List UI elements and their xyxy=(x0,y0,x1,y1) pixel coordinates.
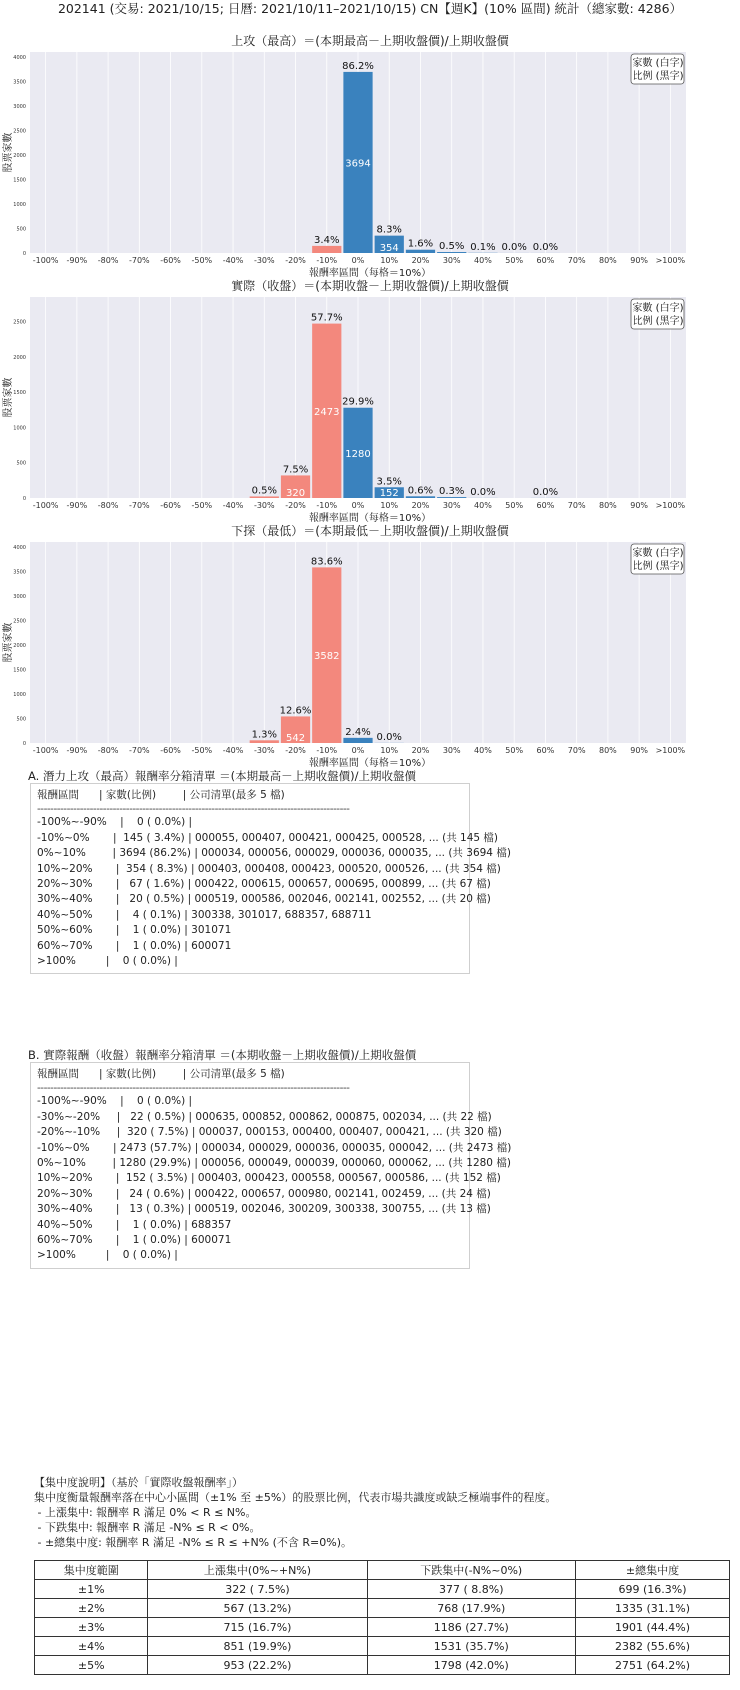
bar-percent-label: 83.6% xyxy=(310,556,343,568)
list-line: 20%~30% | 24 ( 0.6%) | 000422, 000657, 000980, 002141, 002459, ... (共 24 檔) xyxy=(37,1187,491,1200)
bar-percent-label: 0.0% xyxy=(470,486,496,498)
list-line: 30%~40% | 20 ( 0.5%) | 000519, 000586, 002046, 002141, 002552, ... (共 20 檔) xyxy=(37,893,491,906)
list-line: 50%~60% | 1 ( 0.0%) | 301071 xyxy=(37,924,232,937)
y-tick-label: 0 xyxy=(22,496,26,502)
section-b-title: B. 實際報酬（收盤）報酬率分箱清單 ＝(本期收盤－上期收盤價)/上期收盤價 xyxy=(28,1048,417,1062)
concentration-notes xyxy=(34,1475,556,1550)
bar-percent-label: 0.0% xyxy=(376,731,402,743)
bar-percent-label: 0.6% xyxy=(407,485,434,497)
x-tick-label: -10% xyxy=(316,501,338,510)
table-cell: 322 ( 7.5%) xyxy=(148,1580,367,1599)
y-tick-label: 2000 xyxy=(13,354,26,361)
x-tick-label: 50% xyxy=(505,746,524,755)
x-tick-label: 30% xyxy=(442,256,461,265)
y-tick-label: 1500 xyxy=(13,390,26,397)
x-tick-label: 90% xyxy=(630,256,649,265)
table-cell: 1531 (35.7%) xyxy=(367,1637,575,1656)
x-tick-label: -40% xyxy=(222,501,244,510)
list-line: >100% | 0 ( 0.0%) | xyxy=(37,955,178,968)
y-tick-label: 3500 xyxy=(13,569,26,576)
x-tick-label: -70% xyxy=(128,501,150,510)
x-tick-label: -50% xyxy=(191,501,213,510)
table-cell: ±3% xyxy=(35,1618,148,1637)
list-line: 0%~10% | 3694 (86.2%) | 000034, 000056, 000029, 000036, 000035, ... (共 3694 檔) xyxy=(37,847,511,860)
bar-percent-label: 0.1% xyxy=(470,241,496,253)
x-tick-label: 60% xyxy=(536,256,555,265)
bar-percent-label: 3.4% xyxy=(314,234,340,246)
list-line: 40%~50% | 1 ( 0.0%) | 688357 xyxy=(37,1218,232,1231)
y-tick-label: 2000 xyxy=(13,152,26,159)
x-tick-label: -100% xyxy=(32,501,59,510)
section-b-list xyxy=(30,1062,512,1269)
table-cell: 567 (13.2%) xyxy=(148,1599,367,1618)
x-tick-label: -60% xyxy=(160,256,181,265)
bar-percent-label: 0.5% xyxy=(251,485,277,497)
bar-count-label: 320 xyxy=(285,488,306,499)
table-cell: 1186 (27.7%) xyxy=(367,1618,575,1637)
table-cell: ±2% xyxy=(35,1599,148,1618)
x-tick-label: -40% xyxy=(222,256,244,265)
bar-20% xyxy=(406,250,435,253)
x-tick-label: -30% xyxy=(253,501,275,510)
table-cell: 699 (16.3%) xyxy=(575,1580,729,1599)
y-tick-label: 2500 xyxy=(13,128,26,135)
list-line: 30%~40% | 13 ( 0.3%) | 000519, 002046, 300209, 300338, 300755, ... (共 13 檔) xyxy=(37,1203,491,1216)
x-tick-label: -50% xyxy=(191,256,213,265)
x-tick-label: -90% xyxy=(66,256,88,265)
list-line: -100%~-90% | 0 ( 0.0%) | xyxy=(37,1095,193,1108)
column-header: 上漲集中(0%~+N%) xyxy=(148,1561,367,1580)
y-axis-label: 股票家數 xyxy=(3,132,14,173)
list-line: 60%~70% | 1 ( 0.0%) | 600071 xyxy=(37,939,232,952)
x-tick-label: -80% xyxy=(97,746,119,755)
y-tick-label: 1000 xyxy=(13,691,26,698)
chart-title: 上攻（最高）＝(本期最高－上期收盤價)/上期收盤價 xyxy=(231,34,509,48)
bar-0% xyxy=(343,738,372,743)
table-cell: 851 (19.9%) xyxy=(148,1637,367,1656)
section-a-title: A. 潛力上攻（最高）報酬率分箱清單 ＝(本期最高－上期收盤價)/上期收盤價 xyxy=(28,769,416,783)
bar--30% xyxy=(250,496,279,498)
legend-entry: 家數 (白字) xyxy=(632,303,684,314)
bar--10% xyxy=(312,246,341,253)
bar-percent-label: 57.7% xyxy=(310,312,343,324)
legend-entry: 家數 (白字) xyxy=(632,58,684,69)
list-line: 10%~20% | 354 ( 8.3%) | 000403, 000408, 000423, 000520, 000526, ... (共 354 檔) xyxy=(37,862,501,875)
list-line: 40%~50% | 4 ( 0.1%) | 300338, 301017, 688357, 688711 xyxy=(37,908,372,921)
bar--30% xyxy=(250,740,279,743)
bar-count-label: 1280 xyxy=(345,448,371,460)
x-tick-label: 10% xyxy=(380,256,399,265)
table-row xyxy=(35,1656,730,1675)
x-axis-label: 報酬率區間（每格＝10%） xyxy=(308,758,432,769)
table-cell: 1901 (44.4%) xyxy=(575,1618,729,1637)
table-cell: 1335 (31.1%) xyxy=(575,1599,729,1618)
x-tick-label: 20% xyxy=(411,501,430,510)
x-tick-label: -20% xyxy=(285,501,306,510)
y-tick-label: 1500 xyxy=(13,667,26,674)
y-tick-label: 2500 xyxy=(13,618,26,625)
legend xyxy=(631,54,684,84)
table-cell: 768 (17.9%) xyxy=(367,1599,575,1618)
x-tick-label: 40% xyxy=(474,746,492,755)
x-tick-label: -70% xyxy=(128,746,150,755)
chart-actual-close xyxy=(0,277,740,522)
chart-title: 下探（最低）＝(本期最低－上期收盤價)/上期收盤價 xyxy=(231,524,509,538)
table-cell: 2751 (64.2%) xyxy=(575,1656,729,1675)
x-tick-label: 70% xyxy=(567,746,586,755)
table-cell: 1798 (42.0%) xyxy=(367,1656,575,1675)
bar-percent-label: 8.3% xyxy=(376,224,402,236)
chart-title: 實際（收盤）＝(本期收盤－上期收盤價)/上期收盤價 xyxy=(231,279,509,293)
y-tick-label: 1500 xyxy=(13,177,26,184)
list-line: 60%~70% | 1 ( 0.0%) | 600071 xyxy=(37,1234,232,1247)
bar-count-label: 542 xyxy=(285,733,306,744)
y-tick-label: 2000 xyxy=(13,642,26,649)
x-tick-label: 60% xyxy=(536,501,555,510)
x-tick-label: 20% xyxy=(411,256,430,265)
list-line: 0%~10% | 1280 (29.9%) | 000056, 000049, 000039, 000060, 000062, ... (共 1280 檔) xyxy=(37,1157,511,1170)
legend xyxy=(631,544,684,574)
x-tick-label: >100% xyxy=(655,746,686,755)
note-line: - ±總集中度: 報酬率 R 滿足 -N% ≤ R ≤ +N% (不含 R=0%)。 xyxy=(34,1536,353,1549)
x-tick-label: 10% xyxy=(380,746,399,755)
y-tick-label: 500 xyxy=(16,716,26,723)
note-line: - 下跌集中: 報酬率 R 滿足 -N% ≤ R < 0%。 xyxy=(34,1521,261,1534)
table-cell: 715 (16.7%) xyxy=(148,1618,367,1637)
bar-count-label: 2473 xyxy=(314,406,340,418)
bar-percent-label: 2.4% xyxy=(345,726,371,738)
y-tick-label: 2500 xyxy=(13,319,26,326)
section-a-list xyxy=(30,783,511,974)
bar-percent-label: 0.0% xyxy=(532,241,559,253)
x-tick-label: -90% xyxy=(66,501,88,510)
y-axis-label: 股票家數 xyxy=(3,622,14,663)
x-tick-label: -40% xyxy=(222,746,244,755)
list-line: -100%~-90% | 0 ( 0.0%) | xyxy=(37,816,193,829)
y-tick-label: 3000 xyxy=(13,593,26,600)
bar-percent-label: 12.6% xyxy=(279,705,312,717)
x-axis-label: 報酬率區間（每格＝10%） xyxy=(308,513,432,524)
bar-percent-label: 3.5% xyxy=(376,476,402,488)
x-tick-label: -80% xyxy=(97,501,119,510)
x-tick-label: 30% xyxy=(442,746,461,755)
bar-30% xyxy=(437,252,466,253)
list-line: -10%~0% | 2473 (57.7%) | 000034, 000029, 000036, 000035, 000042, ... (共 2473 檔) xyxy=(37,1141,512,1154)
y-tick-label: 0 xyxy=(22,741,26,747)
y-tick-label: 4000 xyxy=(13,54,26,61)
x-tick-label: -100% xyxy=(32,256,59,265)
list-line: 報酬區間 | 家數(比例) | 公司清單(最多 5 檔) xyxy=(37,1068,285,1080)
x-tick-label: -30% xyxy=(253,746,275,755)
bar-percent-label: 0.0% xyxy=(501,241,527,253)
bar-percent-label: 29.9% xyxy=(342,396,374,408)
x-tick-label: 40% xyxy=(474,256,492,265)
bar-percent-label: 0.5% xyxy=(439,241,465,253)
column-header: 集中度範圍 xyxy=(35,1561,148,1580)
list-line: -10%~0% | 145 ( 3.4%) | 000055, 000407, 000421, 000425, 000528, ... (共 145 檔) xyxy=(37,831,499,844)
bar-20% xyxy=(406,496,435,498)
bar-percent-label: 7.5% xyxy=(282,464,309,476)
table-row xyxy=(35,1637,730,1656)
bar-percent-label: 0.3% xyxy=(439,486,465,498)
x-tick-label: 0% xyxy=(351,501,365,510)
x-tick-label: -90% xyxy=(66,746,88,755)
x-tick-label: 0% xyxy=(351,746,365,755)
list-line: >100% | 0 ( 0.0%) | xyxy=(37,1249,178,1262)
note-line: - 上漲集中: 報酬率 R 滿足 0% < R ≤ N%。 xyxy=(34,1506,257,1519)
table-cell: 377 ( 8.8%) xyxy=(367,1580,575,1599)
bar-count-label: 3694 xyxy=(345,158,371,170)
x-tick-label: 20% xyxy=(411,746,430,755)
legend-entry: 比例 (黑字) xyxy=(632,316,684,327)
y-tick-label: 3000 xyxy=(13,103,26,110)
table-cell: ±1% xyxy=(35,1580,148,1599)
x-tick-label: 60% xyxy=(536,746,555,755)
table-cell: ±4% xyxy=(35,1637,148,1656)
x-tick-label: -20% xyxy=(285,746,306,755)
table-cell: ±5% xyxy=(35,1656,148,1675)
chart-upside-high xyxy=(0,32,740,277)
x-tick-label: -100% xyxy=(32,746,59,755)
table-row xyxy=(35,1618,730,1637)
list-line: 10%~20% | 152 ( 3.5%) | 000403, 000423, 000558, 000567, 000586, ... (共 152 檔) xyxy=(37,1172,501,1185)
x-tick-label: -10% xyxy=(316,256,338,265)
column-header: ±總集中度 xyxy=(575,1561,729,1580)
x-tick-label: 40% xyxy=(474,501,492,510)
x-tick-label: 50% xyxy=(505,256,524,265)
x-tick-label: 90% xyxy=(630,501,649,510)
y-tick-label: 500 xyxy=(16,226,26,233)
x-tick-label: 80% xyxy=(599,501,617,510)
legend-entry: 比例 (黑字) xyxy=(632,71,684,82)
legend xyxy=(631,299,684,329)
y-axis-label: 股票家數 xyxy=(3,377,14,418)
table-row xyxy=(35,1580,730,1599)
x-tick-label: 70% xyxy=(567,501,586,510)
bar-count-label: 152 xyxy=(379,488,399,499)
list-line: -20%~-10% | 320 ( 7.5%) | 000037, 000153, 000400, 000407, 000421, ... (共 320 檔) xyxy=(37,1126,502,1139)
x-tick-label: -80% xyxy=(97,256,119,265)
table-cell: 953 (22.2%) xyxy=(148,1656,367,1675)
y-tick-label: 3500 xyxy=(13,79,26,86)
bar-percent-label: 1.3% xyxy=(251,729,277,741)
y-tick-label: 1000 xyxy=(13,425,26,432)
y-tick-label: 1000 xyxy=(13,201,26,208)
y-tick-label: 500 xyxy=(16,460,26,467)
x-tick-label: >100% xyxy=(655,501,686,510)
legend-entry: 家數 (白字) xyxy=(632,548,684,559)
y-tick-label: 0 xyxy=(22,251,26,257)
bar-count-label: 3582 xyxy=(314,651,340,663)
x-tick-label: -60% xyxy=(160,746,181,755)
x-tick-label: -70% xyxy=(128,256,150,265)
x-tick-label: -10% xyxy=(316,746,338,755)
list-line: -30%~-20% | 22 ( 0.5%) | 000635, 000852, 000862, 000875, 002034, ... (共 22 檔) xyxy=(37,1110,492,1123)
x-tick-label: -30% xyxy=(253,256,275,265)
x-tick-label: -50% xyxy=(191,746,213,755)
list-line: ----------------------------------------------------------------------------------------------- xyxy=(37,1082,350,1095)
x-tick-label: 0% xyxy=(351,256,365,265)
column-header: 下跌集中(-N%~0%) xyxy=(367,1561,575,1580)
bar-percent-label: 86.2% xyxy=(342,60,374,72)
list-line: 20%~30% | 67 ( 1.6%) | 000422, 000615, 000657, 000695, 000899, ... (共 67 檔) xyxy=(37,878,491,891)
x-axis-label: 報酬率區間（每格＝10%） xyxy=(308,268,432,279)
concentration-table-header xyxy=(35,1561,730,1580)
note-line: 【集中度說明】（基於「實際收盤報酬率」） xyxy=(34,1476,243,1489)
page-title: 202141 (交易: 2021/10/15; 日曆: 2021/10/11–2021/10/15) CN【週K】(10% 區間) 統計（總家數: 4286） xyxy=(57,1,683,16)
bar-30% xyxy=(437,497,466,498)
x-tick-label: -60% xyxy=(160,501,181,510)
x-tick-label: >100% xyxy=(655,256,686,265)
list-line: 報酬區間 | 家數(比例) | 公司清單(最多 5 檔) xyxy=(37,789,285,801)
bar-count-label: 354 xyxy=(379,243,399,254)
x-tick-label: 30% xyxy=(442,501,461,510)
x-tick-label: 80% xyxy=(599,256,617,265)
list-line: ----------------------------------------------------------------------------------------------- xyxy=(37,803,350,816)
note-line: 集中度衡量報酬率落在中心小區間（±1% 至 ±5%）的股票比例，代表市場共識度或缺乏極端事件的程度。 xyxy=(34,1491,557,1504)
table-cell: 2382 (55.6%) xyxy=(575,1637,729,1656)
y-tick-label: 4000 xyxy=(13,544,26,551)
x-tick-label: 10% xyxy=(380,501,399,510)
x-tick-label: 70% xyxy=(567,256,586,265)
x-tick-label: 80% xyxy=(599,746,617,755)
concentration-table xyxy=(34,1560,730,1675)
x-tick-label: 90% xyxy=(630,746,649,755)
bar-percent-label: 0.0% xyxy=(532,486,559,498)
table-row xyxy=(35,1599,730,1618)
chart-downside-low xyxy=(0,522,740,767)
bar-percent-label: 1.6% xyxy=(407,238,434,250)
x-tick-label: -20% xyxy=(285,256,306,265)
x-tick-label: 50% xyxy=(505,501,524,510)
legend-entry: 比例 (黑字) xyxy=(632,561,684,572)
